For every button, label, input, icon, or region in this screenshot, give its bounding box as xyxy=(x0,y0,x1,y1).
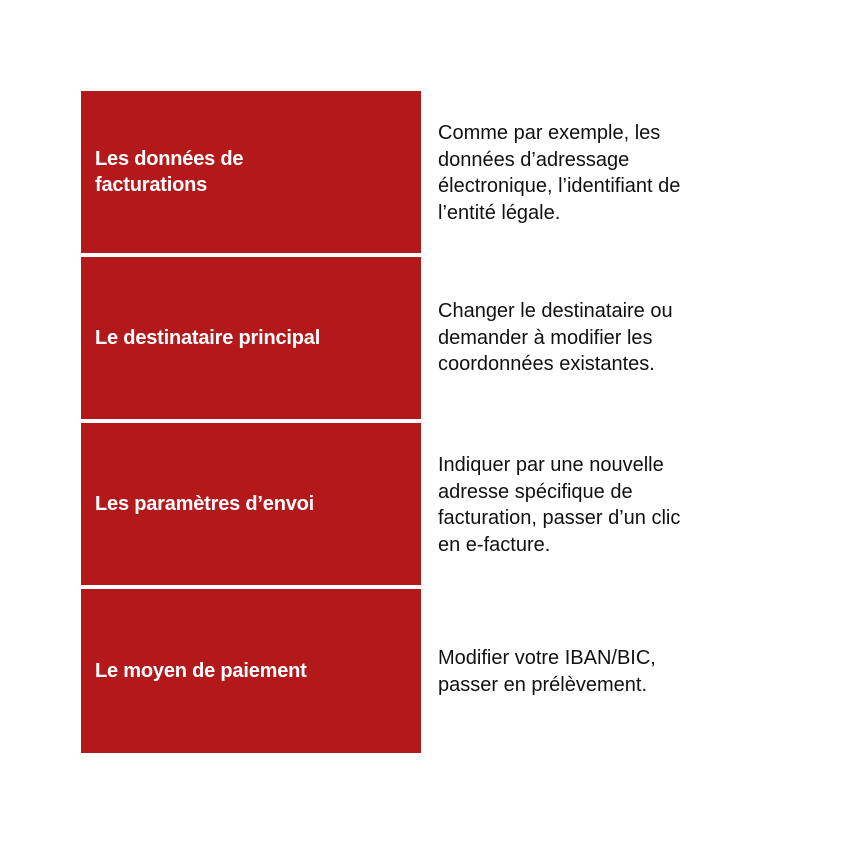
row-description-cell xyxy=(421,91,761,253)
row-description-cell xyxy=(421,423,761,585)
row-label-cell xyxy=(81,423,421,585)
table-row xyxy=(81,91,761,253)
row-description: Changer le destinataire ou demander à modifier les coordonnées existantes. xyxy=(438,300,673,375)
table-row xyxy=(81,589,761,753)
info-table xyxy=(81,91,761,753)
row-label: Les paramètres d’envoi xyxy=(95,493,315,515)
row-description: Comme par exemple, les données d’adressage électronique, l’identifiant de l’entité légale. xyxy=(438,122,681,224)
row-description: Modifier votre IBAN/BIC, passer en prélèvement. xyxy=(438,647,656,696)
row-description: Indiquer par une nouvelle adresse spécifique de facturation, passer d’un clic en e-facture. xyxy=(438,454,681,556)
row-label: Le moyen de paiement xyxy=(95,660,307,682)
row-description-cell xyxy=(421,257,761,419)
row-description-cell xyxy=(421,589,761,753)
table-row xyxy=(81,257,761,419)
row-label-cell xyxy=(81,589,421,753)
row-label: Les données de facturations xyxy=(95,148,244,196)
table-row xyxy=(81,423,761,585)
row-label-cell xyxy=(81,257,421,419)
row-label: Le destinataire principal xyxy=(95,327,321,349)
row-label-cell xyxy=(81,91,421,253)
